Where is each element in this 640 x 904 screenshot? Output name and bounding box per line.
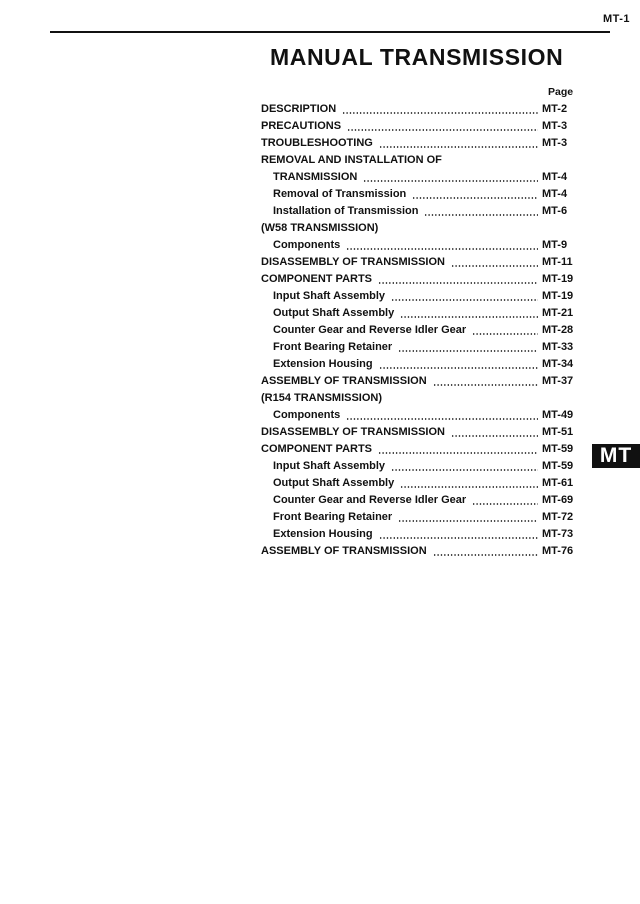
dot-leader — [378, 452, 538, 454]
dot-leader — [451, 265, 538, 267]
toc-entry-output-shaft-w58[interactable] — [261, 303, 586, 320]
toc-entry-removal[interactable] — [261, 184, 586, 201]
toc-entry-page: MT-2 — [542, 103, 568, 115]
toc-entry-label: ASSEMBLY OF TRANSMISSION — [261, 545, 427, 557]
toc-entry-label: DISASSEMBLY OF TRANSMISSION — [261, 256, 445, 268]
toc-entry-disassembly-r154[interactable] — [261, 422, 586, 439]
toc-entry-label: Components — [273, 239, 341, 251]
toc-entry-label: ASSEMBLY OF TRANSMISSION — [261, 375, 427, 387]
toc-entry-installation[interactable] — [261, 201, 586, 218]
toc-entry-page: MT-19 — [542, 290, 574, 302]
toc-entry-label: PRECAUTIONS — [261, 120, 342, 132]
toc-entry-page: MT-3 — [542, 120, 568, 132]
dot-leader — [346, 418, 538, 420]
toc-entry-component-parts-w58[interactable] — [261, 269, 586, 286]
toc-entry-label-continued: TRANSMISSION — [273, 171, 358, 183]
toc-entry-component-parts-r154[interactable] — [261, 439, 586, 456]
toc-entry-assembly-r154[interactable] — [261, 541, 586, 558]
toc-entry-page: MT-59 — [542, 460, 574, 472]
toc-entry-label: Extension Housing — [273, 528, 373, 540]
toc-entry-label: Front Bearing Retainer — [273, 511, 393, 523]
toc-entry-page: MT-4 — [542, 171, 568, 183]
toc-entry-removal-installation[interactable] — [261, 150, 586, 184]
toc-entry-page: MT-21 — [542, 307, 574, 319]
dot-leader — [412, 197, 538, 199]
toc-entry-label: Removal of Transmission — [273, 188, 407, 200]
toc-entry-counter-gear-r154[interactable] — [261, 490, 586, 507]
toc-section-label: (W58 TRANSMISSION) — [261, 222, 379, 234]
toc-entry-page: MT-37 — [542, 375, 574, 387]
toc-section-w58 — [261, 218, 586, 235]
toc-entry-label: Input Shaft Assembly — [273, 290, 386, 302]
toc-entry-label: Counter Gear and Reverse Idler Gear — [273, 494, 467, 506]
page-column-heading: Page — [548, 86, 574, 98]
toc-section-r154 — [261, 388, 586, 405]
toc-entry-front-bearing-r154[interactable] — [261, 507, 586, 524]
toc-entry-page: MT-59 — [542, 443, 574, 455]
toc-entry-page: MT-73 — [542, 528, 574, 540]
dot-leader — [398, 350, 538, 352]
toc-entry-troubleshooting[interactable] — [261, 133, 586, 150]
toc-entry-label: REMOVAL AND INSTALLATION OF — [261, 154, 442, 166]
toc-entry-precautions[interactable] — [261, 116, 586, 133]
dot-leader — [433, 384, 538, 386]
header-rule — [50, 31, 610, 33]
section-tab: MT — [592, 444, 640, 468]
toc-entry-page: MT-3 — [542, 137, 568, 149]
dot-leader — [424, 214, 538, 216]
dot-leader — [391, 299, 538, 301]
dot-leader — [363, 180, 538, 182]
toc-entry-page: MT-33 — [542, 341, 574, 353]
toc-entry-label: Output Shaft Assembly — [273, 477, 395, 489]
toc-entry-label: Extension Housing — [273, 358, 373, 370]
toc-entry-counter-gear-w58[interactable] — [261, 320, 586, 337]
dot-leader — [472, 503, 538, 505]
toc-entry-page: MT-76 — [542, 545, 574, 557]
toc-entry-input-shaft-r154[interactable] — [261, 456, 586, 473]
toc-entry-components-w58[interactable] — [261, 235, 586, 252]
dot-leader — [379, 367, 538, 369]
dot-leader — [472, 333, 538, 335]
toc-section-label: (R154 TRANSMISSION) — [261, 392, 383, 404]
toc-entry-components-r154[interactable] — [261, 405, 586, 422]
toc-entry-extension-housing-w58[interactable] — [261, 354, 586, 371]
toc-entry-page: MT-69 — [542, 494, 574, 506]
toc-entry-page: MT-19 — [542, 273, 574, 285]
toc-entry-label: Front Bearing Retainer — [273, 341, 393, 353]
toc-entry-description[interactable] — [261, 99, 586, 116]
page-number: MT-1 — [602, 13, 630, 25]
toc-entry-page: MT-11 — [542, 256, 573, 268]
toc-entry-page: MT-28 — [542, 324, 574, 336]
toc-entry-page: MT-9 — [542, 239, 568, 251]
toc-entry-label: TROUBLESHOOTING — [261, 137, 373, 149]
toc-entry-disassembly-w58[interactable] — [261, 252, 586, 269]
table-of-contents — [261, 99, 586, 558]
toc-entry-label: DISASSEMBLY OF TRANSMISSION — [261, 426, 445, 438]
dot-leader — [398, 520, 538, 522]
dot-leader — [400, 316, 538, 318]
dot-leader — [379, 537, 538, 539]
toc-entry-label: Components — [273, 409, 341, 421]
toc-entry-assembly-w58[interactable] — [261, 371, 586, 388]
toc-entry-label: Installation of Transmission — [273, 205, 419, 217]
toc-entry-output-shaft-r154[interactable] — [261, 473, 586, 490]
toc-entry-page: MT-6 — [542, 205, 568, 217]
toc-entry-page: MT-51 — [542, 426, 574, 438]
toc-entry-page: MT-61 — [542, 477, 574, 489]
toc-entry-page: MT-72 — [542, 511, 574, 523]
dot-leader — [342, 112, 538, 114]
toc-entry-label: Counter Gear and Reverse Idler Gear — [273, 324, 467, 336]
dot-leader — [378, 282, 538, 284]
toc-entry-label: DESCRIPTION — [261, 103, 337, 115]
toc-entry-label: COMPONENT PARTS — [261, 443, 373, 455]
toc-entry-input-shaft-w58[interactable] — [261, 286, 586, 303]
toc-entry-label: Output Shaft Assembly — [273, 307, 395, 319]
dot-leader — [379, 146, 538, 148]
toc-entry-page: MT-49 — [542, 409, 574, 421]
toc-entry-extension-housing-r154[interactable] — [261, 524, 586, 541]
page-title: MANUAL TRANSMISSION — [270, 44, 564, 70]
toc-entry-front-bearing-w58[interactable] — [261, 337, 586, 354]
dot-leader — [391, 469, 538, 471]
toc-entry-label: COMPONENT PARTS — [261, 273, 373, 285]
dot-leader — [451, 435, 538, 437]
dot-leader — [400, 486, 538, 488]
toc-entry-label: Input Shaft Assembly — [273, 460, 386, 472]
dot-leader — [347, 129, 538, 131]
toc-entry-page: MT-4 — [542, 188, 568, 200]
dot-leader — [346, 248, 538, 250]
toc-entry-page: MT-34 — [542, 358, 574, 370]
dot-leader — [433, 554, 538, 556]
